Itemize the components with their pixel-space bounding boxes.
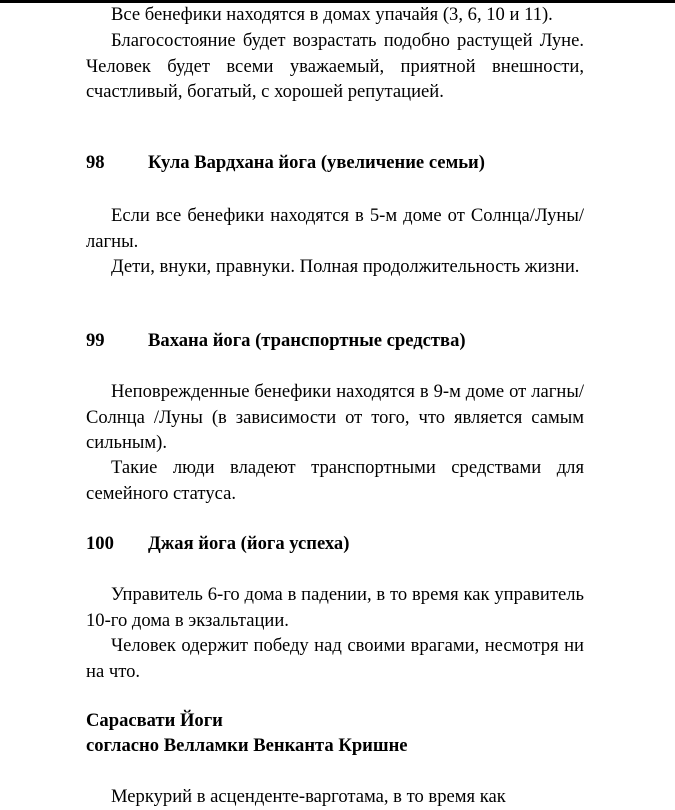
section-number: 99 bbox=[86, 330, 105, 351]
section-100-result: Человек одержит победу над своими врагами, несмотря ни на что. bbox=[86, 635, 584, 682]
paragraph-mercury: Меркурий в асценденте-варготама, в то время как bbox=[111, 786, 506, 807]
section-98-result: Дети, внуки, правнуки. Полная продолжительность жизни. bbox=[111, 256, 580, 277]
paragraph-wealth: Благосостояние будет возрастать подобно растущей Луне. Человек будет всеми уважаемый, приятной внешности, счастливый, богатый, с хорошей репутацией. bbox=[86, 30, 584, 102]
section-99-condition: Неповрежденные бенефики находятся в 9-м доме от лагны/Солнца /Луны (в зависимости от того, что является самым сильным). bbox=[86, 381, 584, 453]
section-heading-100 bbox=[86, 531, 584, 557]
section-number: 98 bbox=[86, 152, 105, 173]
section-100-condition: Управитель 6-го дома в падении, в то время как управитель 10-го дома в экзальтации. bbox=[86, 584, 584, 631]
section-number: 100 bbox=[86, 533, 114, 554]
section-title: Кула Вардхана йога (увеличение семьи) bbox=[148, 152, 485, 173]
section-99-result: Такие люди владеют транспортными средствами для семейного статуса. bbox=[86, 457, 584, 504]
section-title: Вахана йога (транспортные средства) bbox=[148, 330, 466, 351]
chapter-title-line2: согласно Велламки Венканта Кришне bbox=[86, 735, 408, 756]
section-heading-98 bbox=[86, 150, 584, 176]
chapter-title-line1: Сарасвати Йоги bbox=[86, 710, 223, 731]
section-heading-99 bbox=[86, 328, 584, 354]
paragraph-upachaya: Все бенефики находятся в домах упачайя (3, 6, 10 и 11). bbox=[111, 4, 553, 25]
section-title: Джая йога (йога успеха) bbox=[148, 533, 350, 554]
section-98-condition: Если все бенефики находятся в 5-м доме от Солнца/Луны/лагны. bbox=[86, 205, 584, 252]
